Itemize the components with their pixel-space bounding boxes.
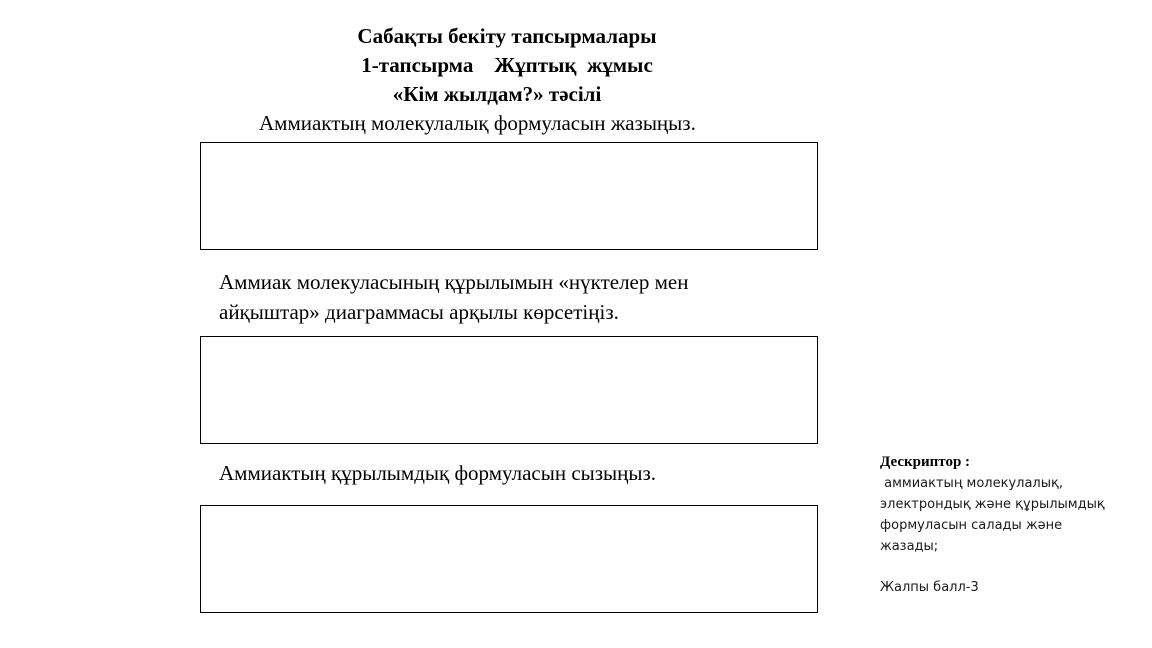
descriptor-line: жазады; [880,539,939,554]
total-score: Жалпы балл-3 [880,580,979,595]
task-label: 1-тапсырма Жұптық жұмыс [361,53,653,77]
task-3-prompt: Аммиактың құрылымдық формуласын сызыңыз. [219,461,657,485]
lesson-title: Сабақты бекіту тапсырмалары [357,24,657,48]
descriptor-spacer [880,557,1140,577]
task-2-answer-box[interactable] [200,336,818,444]
descriptor-line: электрондық және құрылымдық [880,497,1105,512]
task-1-prompt: Аммиактың молекулалық формуласын жазыңыз. [259,111,696,135]
task-2-prompt-line: Аммиак молекуласының құрылымын «нүктелер мен [219,270,689,294]
task-2-prompt [219,267,688,327]
task-2-prompt-line: айқыштар» диаграммасы арқылы көрсетіңіз. [219,300,619,324]
descriptor-panel [880,452,1140,598]
descriptor-line: формуласын салады және [880,518,1063,533]
descriptor-line: аммиактың молекулалық, [880,476,1063,491]
method-label: «Кім жылдам?» тәсілі [392,82,602,106]
task-1-answer-box[interactable] [200,142,818,250]
task-3-answer-box[interactable] [200,505,818,613]
descriptor-heading: Дескриптор : [880,454,971,470]
